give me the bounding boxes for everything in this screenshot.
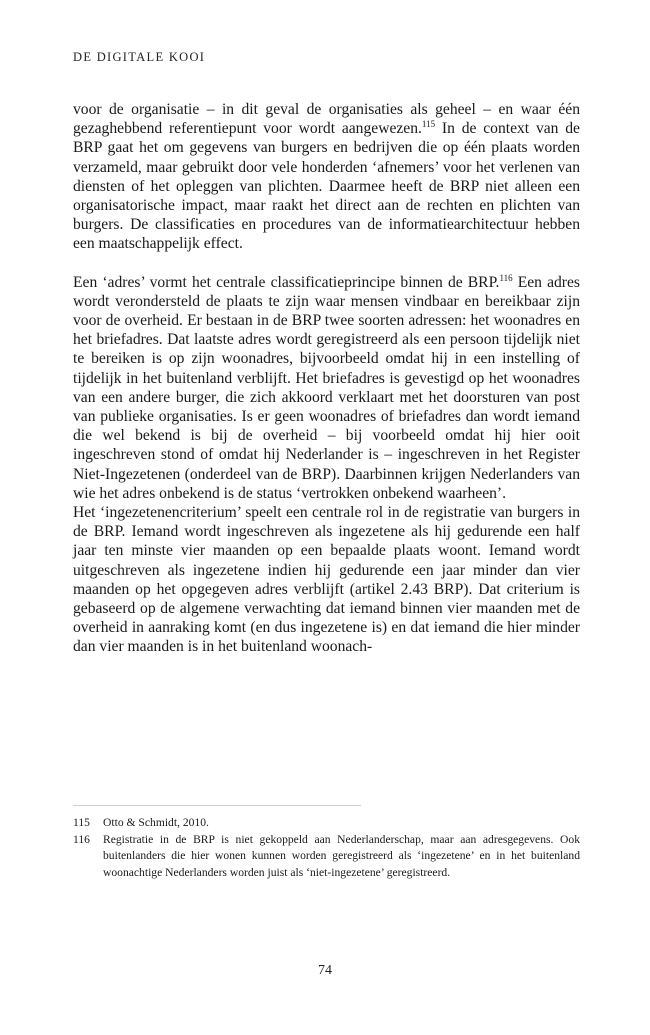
paragraph-1 [73, 100, 580, 254]
footnote-text: Otto & Schmidt, 2010. [103, 816, 209, 829]
footnote-number: 116 [73, 832, 90, 846]
footnote-text: Registratie in de BRP is niet gekoppeld aan Nederlanderschap, maar aan adresgegevens. Ook buitenlanders die hier wonen kunnen worden geregistreerd als ‘ingezetene’ en in het buitenland woonachtige Nederlanders worden juist als ‘niet-ingezetene’ geregistreerd. [103, 832, 580, 879]
paragraph-2-text-end: Een adres wordt verondersteld de plaats te zijn waar mensen vindbaar en bereikbaar zijn voor de overheid. Er bestaan in de BRP twee soorten adressen: het woonadres en het briefadres. Dat laatste adres wordt geregistreerd als een persoon tijdelijk niet te bereiken is op zijn woonadres, bijvoorbeeld omdat hij in een instelling of tijdelijk in het buitenland verblijft. Het briefadres is gevestigd op het woonadres van een andere burger, die zich akkoord verklaart met het doorsturen van post van publieke organisaties. Is er geen woonadres of briefadres dan wordt iemand die wel bekend is bij de overheid – bij voorbeeld omdat hij hier ooit ingeschreven stond of omdat hij Nederlander is – ingeschreven in het Register Niet-Ingezetenen (onderdeel van de BRP). Daarbinnen krijgen Nederlanders van wie het adres onbekend is de status ‘vertrokken onbekend waarheen’. [73, 273, 580, 502]
footnote-reference-115: 115 [421, 119, 436, 130]
paragraph-2 [73, 273, 580, 503]
paragraph-1-text-start: voor de organisatie – in dit geval de organisaties als geheel – en waar één gezaghebbend referentiepunt voor wordt aangewezen. [73, 101, 580, 138]
paragraph-2-text-start: Een ‘adres’ vormt het centrale classificatieprincipe binnen de BRP. [73, 273, 500, 291]
paragraph-1-text-end: In de context van de BRP gaat het om gegevens van burgers en bedrijven die op één plaats worden verzameld, maar gebruikt door vele honderden ‘afnemers’ voor het verlenen van diensten of het opleggen van plichten. Daarmee heeft de BRP niet alleen een organisatorische impact, maar raakt het direct aan de rechten en plichten van burgers. De classificaties en procedures van de informatiearchitectuur hebben een maatschappelijk effect. [73, 120, 580, 253]
footnote-reference-116: 116 [499, 272, 513, 283]
footnote-116 [73, 832, 580, 882]
paragraph-3: Het ‘ingezetenencriterium’ speelt een centrale rol in de registratie van burgers in de BRP. Iemand wordt ingeschreven als ingezetene als hij gedurende een half jaar ten minste vier maanden op een bepaalde plaats woont. Iemand wordt uitgeschreven als ingezetene indien hij gedurende een jaar minder dan vier maanden op het opgegeven adres verblijft (artikel 2.43 BRP). Dat criterium is gebaseerd op de algemene verwachting dat iemand binnen vier maanden met de overheid in aanraking komt (en dus ingezetene is) en dat iemand die hier minder dan vier maanden is in het buitenland woonach- [73, 504, 580, 656]
footnote-115 [73, 815, 580, 832]
running-header: DE DIGITALE KOOI [73, 50, 206, 64]
footnotes [73, 815, 580, 881]
footnote-number: 115 [73, 816, 90, 829]
body-text [73, 100, 580, 657]
footnote-divider [73, 805, 361, 806]
page-number: 74 [318, 963, 332, 978]
